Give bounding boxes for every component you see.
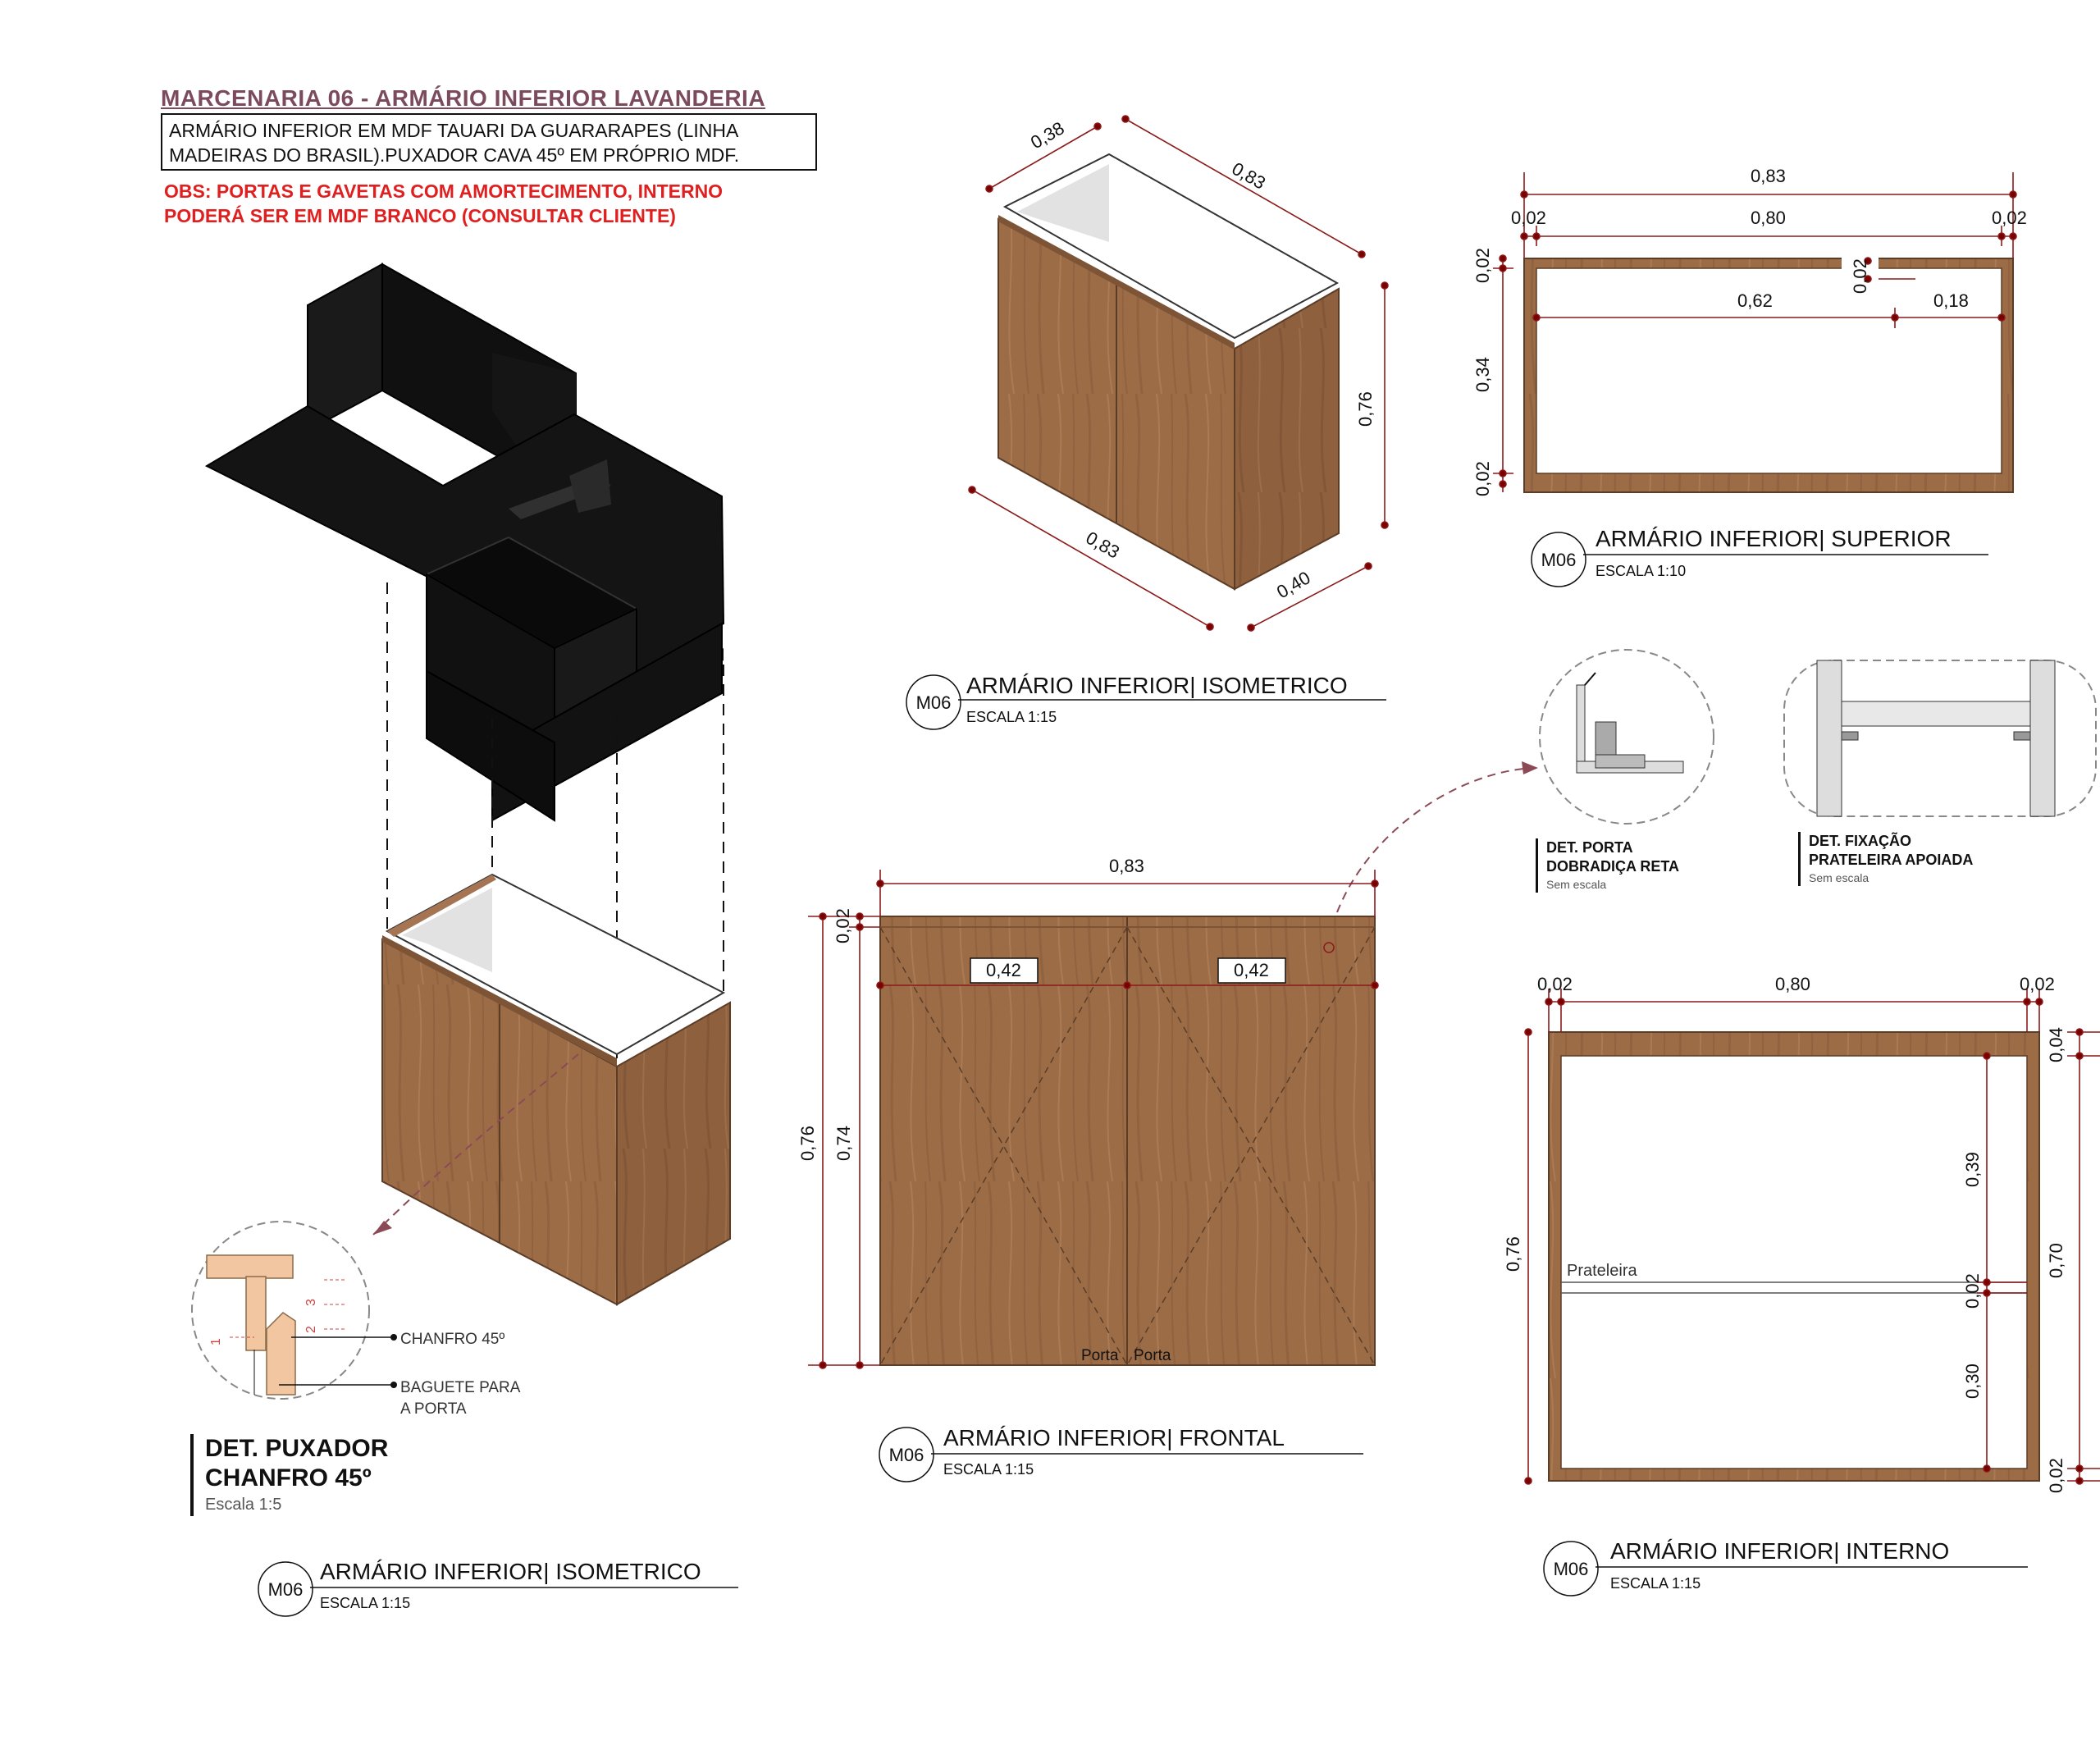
cabinet-iso-left [382, 875, 730, 1304]
dim-label: 0,02 [1850, 258, 1870, 294]
view-scale: ESCALA 1:15 [943, 1461, 1034, 1478]
view-title: ARMÁRIO INFERIOR| ISOMETRICO [320, 1559, 701, 1584]
spec-line: MADEIRAS DO BRASIL).PUXADOR CAVA 45º EM PRÓPRIO MDF. [169, 144, 740, 166]
dim-label: 0,70 [2046, 1243, 2066, 1278]
view-code: M06 [1553, 1559, 1589, 1579]
detail-scale: Sem escala [1809, 871, 1869, 884]
detail-scale: Sem escala [1546, 878, 1607, 891]
view-title: ARMÁRIO INFERIOR| ISOMETRICO [966, 673, 1348, 698]
detail-puxador-label [190, 1434, 388, 1516]
door-label-right: Porta [1134, 1347, 1171, 1364]
callout-chanfro: CHANFRO 45º [400, 1331, 505, 1348]
interno-view [1549, 1032, 2039, 1481]
detail-porta-bubble [1540, 650, 1714, 824]
detail-title: DET. FIXAÇÃO [1809, 833, 1912, 849]
view-code: M06 [267, 1579, 304, 1600]
dim-label: 0,02 [1472, 248, 1493, 283]
callout-baguete: BAGUETE PARA [400, 1379, 521, 1396]
view-code: M06 [888, 1445, 924, 1465]
detail-title: PRATELEIRA APOIADA [1809, 852, 1974, 868]
detail-scale: Escala 1:5 [205, 1496, 282, 1514]
dim-label: 0,83 [1082, 527, 1124, 563]
view-title: ARMÁRIO INFERIOR| INTERNO [1610, 1538, 1950, 1564]
door-label-left: Porta [1081, 1347, 1119, 1364]
dim-label: 0,76 [797, 1126, 818, 1161]
detail-title: DET. PUXADOR [205, 1435, 389, 1462]
detail-puxador-bubble [192, 1222, 397, 1399]
dim-label: 0,02 [1472, 461, 1493, 496]
dim-label: 0,83 [1109, 856, 1144, 876]
detail-porta-label [1536, 838, 1679, 893]
dim-label: 1 [209, 1338, 223, 1345]
dim-label: 0,02 [1962, 1273, 1983, 1309]
dim-label: 0,02 [1537, 974, 1573, 994]
detail-fixacao-label [1798, 832, 1973, 886]
dim-label: 0,02 [833, 908, 853, 943]
dim-label: 0,80 [1775, 974, 1810, 994]
dim-label: 0,30 [1962, 1364, 1983, 1399]
spec-line: ARMÁRIO INFERIOR EM MDF TAUARI DA GUARARAPES (LINHA [169, 120, 739, 141]
dim-label: 0,02 [1511, 208, 1546, 228]
sheet-title: MARCENARIA 06 - ARMÁRIO INFERIOR LAVANDERIA [161, 85, 766, 111]
dim-label: 0,83 [1751, 166, 1786, 186]
dim-label: 3 [304, 1299, 318, 1306]
obs-line: OBS: PORTAS E GAVETAS COM AMORTECIMENTO, INTERNO [164, 180, 724, 202]
shelf-label: Prateleira [1567, 1262, 1637, 1280]
view-code: M06 [1541, 550, 1577, 570]
view-scale: ESCALA 1:15 [966, 709, 1057, 725]
dim-label: 0,74 [833, 1126, 854, 1161]
granite-countertop [207, 264, 724, 820]
cabinet-iso-right [998, 154, 1339, 589]
view-title: ARMÁRIO INFERIOR| SUPERIOR [1596, 526, 1952, 551]
detail-leader [1337, 768, 1534, 912]
view-title: ARMÁRIO INFERIOR| FRONTAL [943, 1425, 1285, 1450]
dim-label: 0,76 [1503, 1236, 1523, 1272]
detail-title: CHANFRO 45º [205, 1464, 372, 1491]
view-scale: ESCALA 1:15 [1610, 1575, 1701, 1592]
dim-label: 0,76 [1355, 391, 1376, 427]
dim-label: 0,83 [1228, 158, 1270, 194]
dim-label: 0,02 [1992, 208, 2027, 228]
dim-label: 0,80 [1751, 208, 1786, 228]
dim-label: 0,40 [1273, 567, 1314, 603]
callout-baguete: A PORTA [400, 1400, 467, 1418]
detail-fixacao-bubble [1784, 660, 2096, 816]
door-width-right: 0,42 [1234, 960, 1269, 980]
view-scale: ESCALA 1:15 [320, 1595, 411, 1611]
view-scale: ESCALA 1:10 [1596, 563, 1687, 579]
dim-label: 0,38 [1027, 117, 1068, 153]
dim-label: 0,62 [1737, 290, 1773, 311]
dim-label: 0,39 [1962, 1152, 1983, 1187]
dim-label: 2 [304, 1326, 318, 1333]
dim-label: 0,18 [1933, 290, 1969, 311]
detail-title: DET. PORTA [1546, 839, 1633, 856]
detail-title: DOBRADIÇA RETA [1546, 858, 1679, 875]
obs-line: PODERÁ SER EM MDF BRANCO (CONSULTAR CLIENTE) [164, 205, 676, 226]
view-code: M06 [915, 692, 952, 713]
dim-label: 0,04 [2046, 1027, 2066, 1062]
dim-label: 0,34 [1472, 357, 1493, 392]
dim-label: 0,02 [2046, 1458, 2066, 1493]
dim-label: 0,02 [2020, 974, 2055, 994]
door-width-left: 0,42 [986, 960, 1021, 980]
